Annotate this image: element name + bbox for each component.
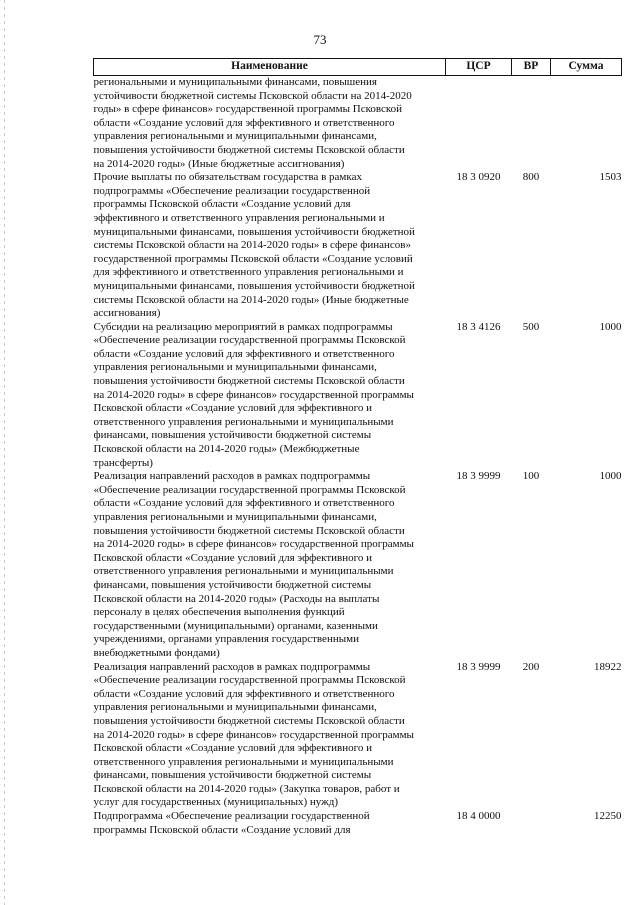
row-name-line: управления региональными и муниципальными финансами,: [93, 361, 377, 374]
row-name-line: на 2014-2020 годы» в сфере финансов» государственной программы: [93, 388, 414, 401]
row-vr-code: 100: [522, 470, 540, 483]
budget-table: [93, 58, 622, 837]
row-vr-code: [512, 810, 551, 837]
row-name-cell: [94, 661, 446, 811]
row-name-line: Реализация направлений расходов в рамках подпрограммы: [93, 660, 371, 673]
row-vr-code: 500: [522, 320, 540, 333]
row-name-line: Псковской области «Создание условий для эффективного и: [93, 742, 372, 755]
row-name-line: управления региональными и муниципальными финансами,: [93, 130, 377, 143]
row-name-line: Псковской области на 2014-2020 годы» (Расходы на выплаты: [93, 592, 380, 605]
table-row: [94, 76, 622, 172]
row-name-line: программы Псковской области «Создание условий для: [93, 198, 351, 211]
row-name-line: повышения устойчивости бюджетной системы Псковской области: [93, 524, 405, 537]
row-vr-code: 200: [522, 660, 540, 673]
row-sum-value: 1000: [599, 320, 622, 333]
row-csr-code: 18 3 9999: [456, 660, 501, 673]
row-name-line: Прочие выплаты по обязательствам государства в рамках: [93, 171, 362, 184]
row-name-line: учреждениями, органами управления государственными: [93, 633, 359, 646]
scan-edge-mark: [4, 0, 5, 905]
table-row: [94, 470, 622, 660]
row-name-line: Подпрограмма «Обеспечение реализации государственной: [93, 810, 370, 823]
row-name-line: Псковской области «Создание условий для эффективного и: [93, 402, 372, 415]
row-name-line: ответственного управления региональными и муниципальными: [93, 565, 394, 578]
row-name-line: муниципальными финансами, повышения устойчивости бюджетной: [93, 279, 415, 292]
row-name-line: программы Псковской области «Создание условий для: [93, 823, 351, 836]
row-sum-value: 1000: [599, 470, 622, 483]
row-name-line: Псковской области на 2014-2020 годы» (Межбюджетные: [93, 443, 360, 456]
page-number: 73: [313, 32, 327, 47]
table-row: [94, 321, 622, 471]
row-name-cell: [94, 321, 446, 471]
row-name-line: области «Создание условий для эффективного и ответственного: [93, 116, 395, 129]
row-name-cell: [94, 810, 446, 837]
row-name-line: услуг для государственных (муниципальных) нужд): [93, 796, 339, 809]
row-name-line: персоналу в целях обеспечения выполнения функций: [93, 606, 345, 619]
row-name-line: ассигнования): [93, 307, 161, 320]
row-name-cell: [94, 76, 446, 172]
row-csr-code: 18 4 0000: [456, 810, 501, 823]
row-vr-code: [512, 76, 551, 172]
row-name-line: на 2014-2020 годы» в сфере финансов» государственной программы: [93, 728, 414, 741]
row-name-line: системы Псковской области на 2014-2020 годы» в сфере финансов»: [93, 239, 411, 252]
row-name-line: региональными и муниципальными финансами, повышения: [93, 76, 377, 88]
row-csr-code: [446, 76, 512, 172]
row-name-line: годы» в сфере финансов» государственной программы Псковской: [93, 103, 403, 116]
row-name-line: трансферты): [93, 456, 153, 469]
row-name-line: государственной программы Псковской области «Создание условий: [93, 252, 413, 265]
row-name-line: системы Псковской области на 2014-2020 годы» (Иные бюджетные: [93, 293, 409, 306]
row-name-line: повышения устойчивости бюджетной системы Псковской области: [93, 375, 405, 388]
header-csr: ЦСР: [446, 59, 512, 76]
table-body: [94, 76, 622, 838]
table-row: [94, 171, 622, 321]
row-name-line: на 2014-2020 годы» в сфере финансов» государственной программы: [93, 538, 414, 551]
row-name-line: Субсидии на реализацию мероприятий в рамках подпрограммы: [93, 320, 393, 333]
row-name-line: на 2014-2020 годы» (Иные бюджетные ассигнования): [93, 157, 345, 170]
row-sum-value: [551, 76, 622, 172]
row-name-line: «Обеспечение реализации государственной программы Псковской: [93, 674, 406, 687]
row-name-line: Реализация направлений расходов в рамках подпрограммы: [93, 470, 371, 483]
row-name-line: области «Создание условий для эффективного и ответственного: [93, 347, 395, 360]
header-vr: ВР: [512, 59, 551, 76]
table-row: [94, 810, 622, 837]
row-name-line: «Обеспечение реализации государственной программы Псковской: [93, 334, 406, 347]
row-name-line: эффективного и ответственного управления региональными и: [93, 211, 385, 224]
row-name-line: внебюджетными фондами): [93, 646, 220, 659]
row-name-cell: [94, 470, 446, 660]
row-name-line: подпрограммы «Обеспечение реализации государственной: [93, 184, 371, 197]
row-csr-code: 18 3 0920: [456, 171, 501, 184]
row-sum-value: 1503: [599, 171, 622, 184]
row-name-line: финансами, повышения устойчивости бюджетной системы: [93, 578, 372, 591]
table-header-row: [94, 59, 622, 76]
row-name-cell: [94, 171, 446, 321]
row-name-line: ответственного управления региональными и муниципальными: [93, 755, 394, 768]
row-name-line: «Обеспечение реализации государственной программы Псковской: [93, 483, 406, 496]
row-csr-code: 18 3 4126: [456, 320, 501, 333]
row-csr-code: 18 3 9999: [456, 470, 501, 483]
row-name-line: ответственного управления региональными и муниципальными: [93, 415, 394, 428]
row-name-line: управления региональными и муниципальными финансами,: [93, 701, 377, 714]
row-sum-value: 12250: [594, 810, 622, 823]
row-name-line: области «Создание условий для эффективного и ответственного: [93, 497, 395, 510]
row-sum-value: 18922: [594, 660, 622, 673]
row-name-line: области «Создание условий для эффективного и ответственного: [93, 687, 395, 700]
row-name-line: Псковской области «Создание условий для эффективного и: [93, 551, 372, 564]
header-name: Наименование: [94, 59, 446, 76]
row-name-line: Псковской области на 2014-2020 годы» (Закупка товаров, работ и: [93, 782, 400, 795]
header-sum: Сумма: [551, 59, 622, 76]
row-name-line: повышения устойчивости бюджетной системы Псковской области: [93, 143, 405, 156]
row-name-line: повышения устойчивости бюджетной системы Псковской области: [93, 714, 405, 727]
row-name-line: устойчивости бюджетной системы Псковской области на 2014-2020: [93, 89, 412, 102]
table-row: [94, 661, 622, 811]
row-vr-code: 800: [522, 171, 540, 184]
row-name-line: финансами, повышения устойчивости бюджетной системы: [93, 769, 372, 782]
row-name-line: муниципальными финансами, повышения устойчивости бюджетной: [93, 225, 415, 238]
row-name-line: финансами, повышения устойчивости бюджетной системы: [93, 429, 372, 442]
row-name-line: государственными (муниципальными) органами, казенными: [93, 619, 378, 632]
row-name-line: для эффективного и ответственного управления региональными и: [93, 266, 404, 279]
row-name-line: управления региональными и муниципальными финансами,: [93, 511, 377, 523]
